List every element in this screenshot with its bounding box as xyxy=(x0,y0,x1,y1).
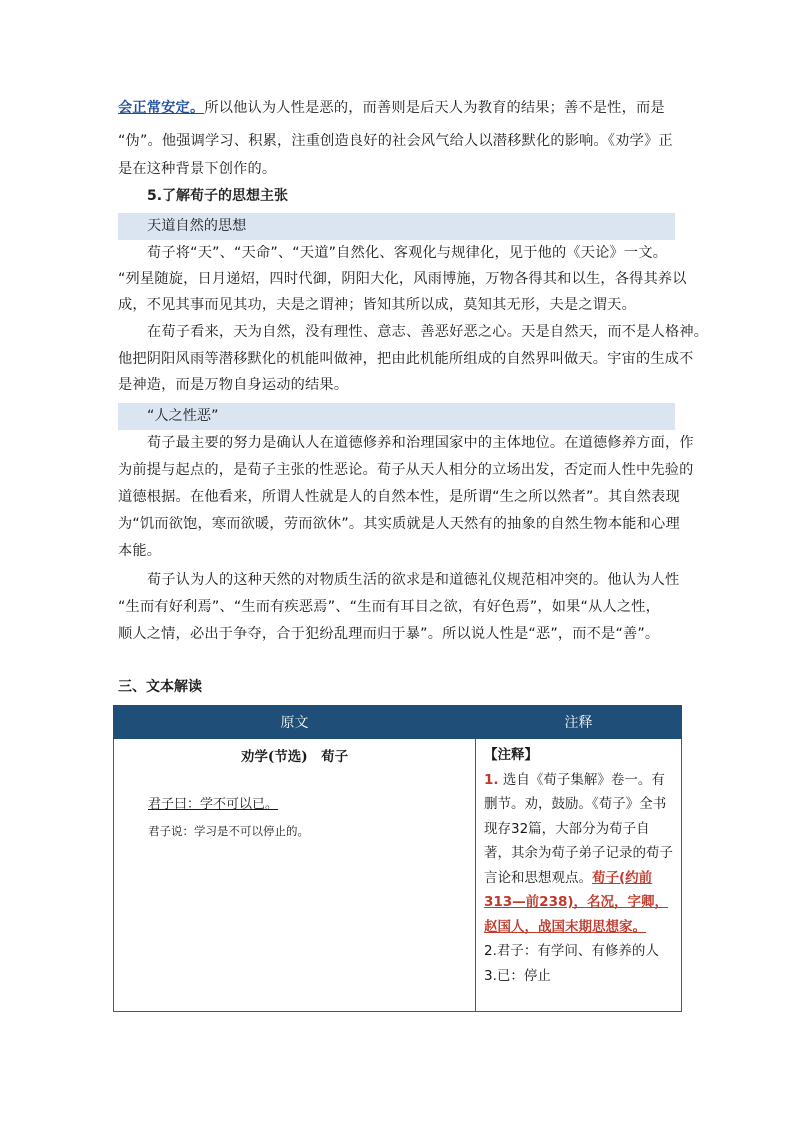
annotation-highlight: 荀子(约前313—前238)，名况，字卿，赵国人，战国末期思想家。 xyxy=(484,869,669,935)
table-row xyxy=(114,739,682,1012)
header-original-text: 原文 xyxy=(114,706,476,739)
header-annotation: 注释 xyxy=(476,706,682,739)
poem-title: 劝学(节选) 荀子 xyxy=(240,749,349,765)
paragraph-2-line-3: 成，不见其事而见其功，夫是之谓神；皆知其所以成，莫知其无形，夫是之谓天。 xyxy=(118,297,636,313)
paragraph-5-line-2: “生而有好利焉”、“生而有疾恶焉”、“生而有耳目之欲，有好色焉”，如果“从人之性， xyxy=(118,599,661,615)
annotation-heading: 【注释】 xyxy=(484,747,538,763)
annotation-1 xyxy=(484,768,675,940)
annotation-cell xyxy=(476,739,682,1012)
original-text-cell xyxy=(114,739,476,1012)
paragraph-3-line-2: 他把阴阳风雨等潜移默化的机能叫做神，把由此机能所组成的自然界叫做天。宇宙的生成不 xyxy=(118,351,694,367)
annotation-text: 选自《荀子集解》卷一。有删节。劝，鼓励。《荀子》全书现存32篇，大部分为荀子自著，其余为荀子弟子记录的荀子言论和思想观点。 xyxy=(484,771,673,886)
paragraph-4-line-1: 荀子最主要的努力是确认人在道德修养和治理国家中的主体地位。在道德修养方面，作 xyxy=(147,435,694,451)
paragraph-text: 所以他认为人性是恶的，而善则是后天人为教育的结果；善不是性，而是 xyxy=(204,100,665,116)
paragraph-1-line-3: 是在这种背景下创作的。 xyxy=(118,161,277,177)
section-heading-5: 5.了解荀子的思想主张 xyxy=(147,188,289,204)
paragraph-4-line-3: 道德根据。在他看来，所谓人性就是人的自然本性，是所谓“生之所以然者”。其自然表现 xyxy=(118,489,680,505)
table-header-row xyxy=(114,706,682,739)
section-heading-3: 三、文本解读 xyxy=(118,679,202,695)
paragraph-1-line-1 xyxy=(118,95,676,121)
subheading-tiandao: 天道自然的思想 xyxy=(147,218,247,234)
paragraph-4-line-5: 本能。 xyxy=(118,543,162,559)
paragraph-3-line-1: 在荀子看来，天为自然，没有理性、意志、善恶好恶之心。天是自然天，而不是人格神。 xyxy=(147,324,709,340)
paragraph-4-line-4: 为“饥而欲饱，寒而欲暖，劳而欲休”。其实质就是人天然有的抽象的自然生物本能和心理 xyxy=(118,516,680,532)
text-analysis-table xyxy=(113,705,682,1012)
poem-line: 君子曰：学不可以已。 xyxy=(148,797,279,812)
paragraph-1-line-2: “伪”。他强调学习、积累，注重创造良好的社会风气给人以潜移默化的影响。《劝学》正 xyxy=(118,133,673,149)
paragraph-3-line-3: 是神造，而是万物自身运动的结果。 xyxy=(118,377,349,393)
annotation-number: 1. xyxy=(484,771,499,788)
paragraph-4-line-2: 为前提与起点的，是荀子主张的性恶论。荀子从天人相分的立场出发，否定而人性中先验的 xyxy=(118,462,694,478)
annotation-2: 2.君子：有学问、有修养的人 xyxy=(484,943,659,959)
poem-translation: 君子说：学习是不可以停止的。 xyxy=(148,824,309,838)
annotation-3: 3.已：停止 xyxy=(484,967,551,984)
subheading-xinge: “人之性恶” xyxy=(147,408,219,424)
paragraph-5-line-3: 顺人之情，必出于争夺，合于犯纷乱理而归于暴”。所以说人性是“恶”，而不是“善”。 xyxy=(118,626,660,642)
highlighted-text: 会正常安定。 xyxy=(118,100,205,116)
paragraph-2-line-2: “列星随旋，日月递炤，四时代御，阴阳大化，风雨博施，万物各得其和以生，各得其养以 xyxy=(118,271,687,287)
paragraph-5-line-1: 荀子认为人的这种天然的对物质生活的欲求是和道德礼仪规范相冲突的。他认为人性 xyxy=(147,572,680,588)
paragraph-2-line-1: 荀子将“天”、“天命”、“天道”自然化、客观化与规律化，见于他的《天论》一文。 xyxy=(147,245,668,261)
